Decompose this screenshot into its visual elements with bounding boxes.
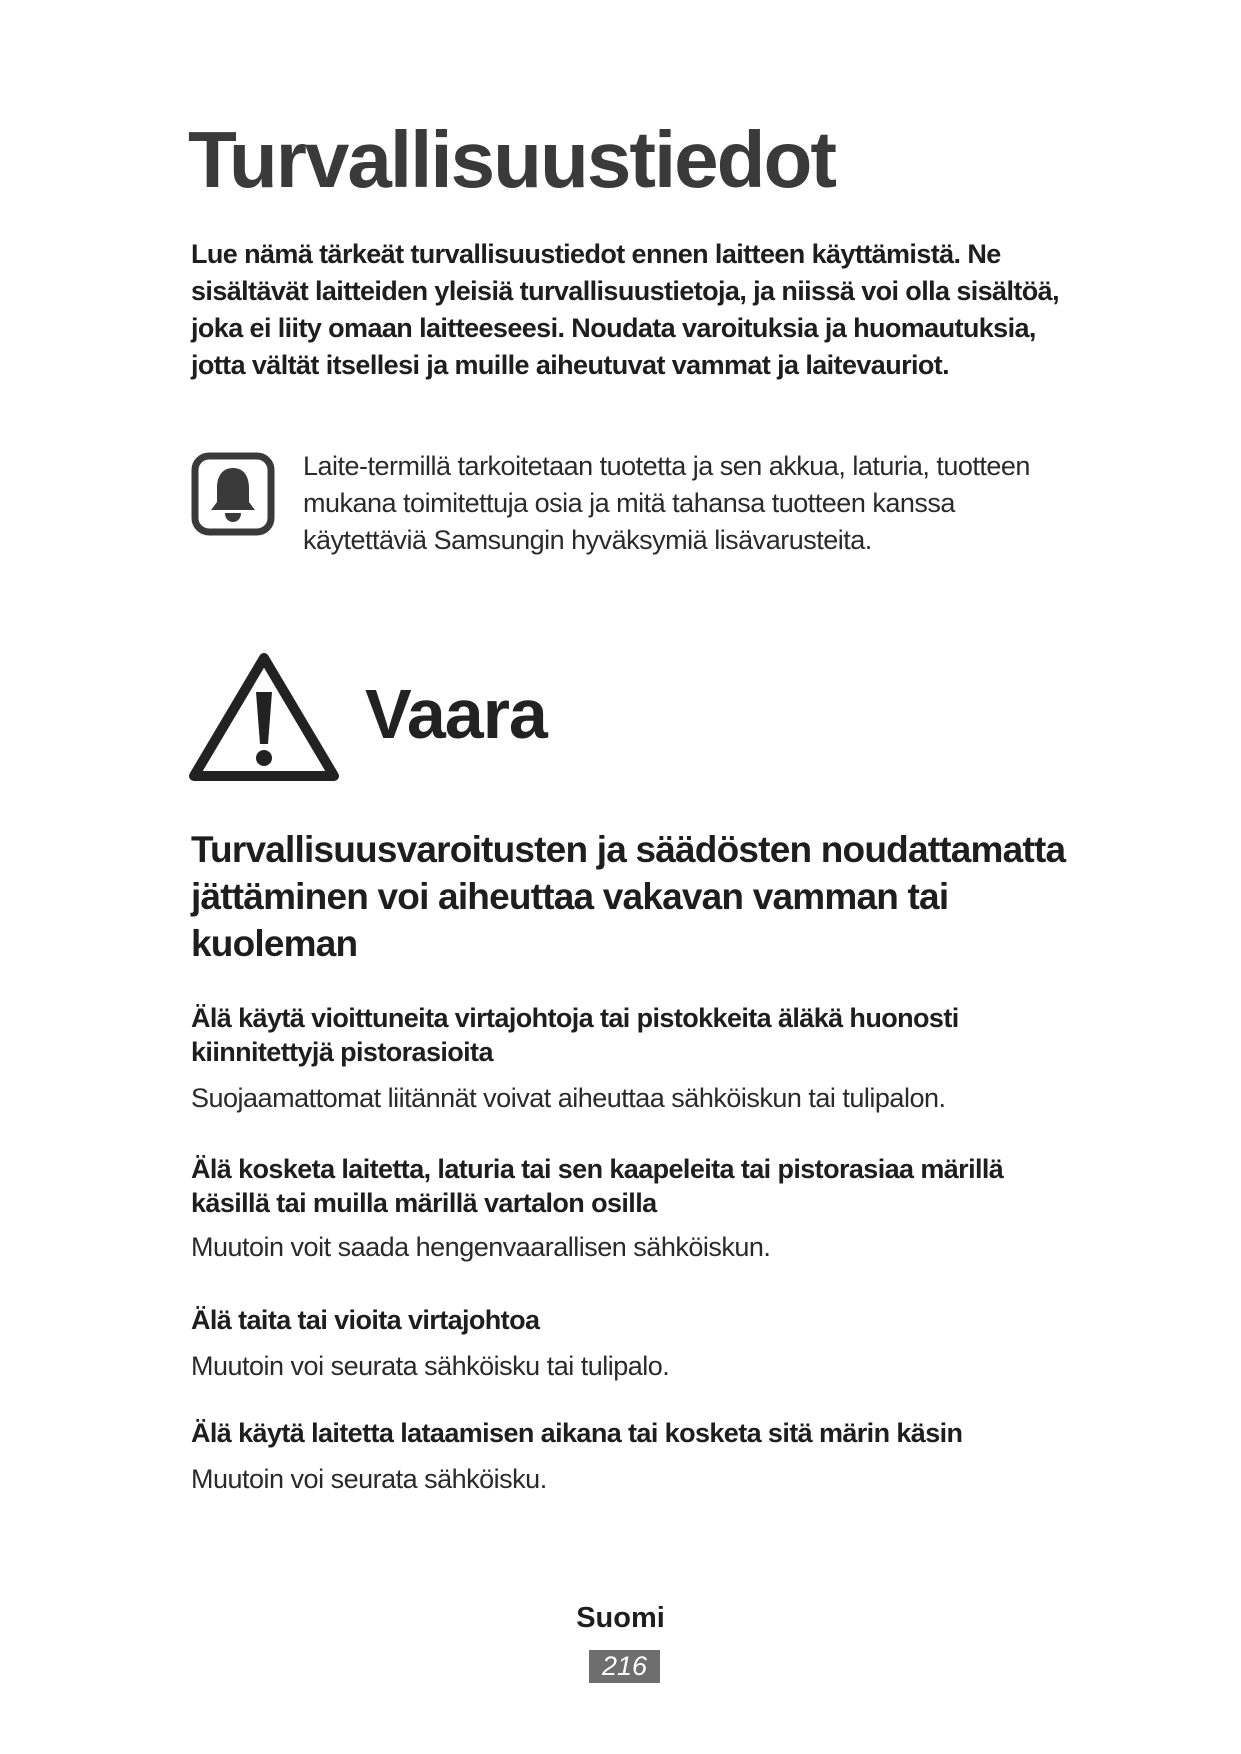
list-item <box>191 1001 1071 1115</box>
section-heading: Turvallisuusvaroitusten ja säädösten noudattamatta jättäminen voi aiheuttaa vakavan vamman tai kuoleman <box>191 829 1066 964</box>
list-item <box>191 1152 1071 1264</box>
page-number-badge: 216 <box>589 1650 660 1683</box>
note-block <box>191 448 1071 558</box>
item-body: Muutoin voit saada hengenvaarallisen sähköiskun. <box>191 1232 771 1262</box>
item-title: Älä kosketa laitetta, laturia tai sen kaapeleita tai pistorasiaa märillä käsillä tai muilla märillä vartalon osilla <box>191 1154 1004 1218</box>
warning-triangle-icon <box>188 650 340 784</box>
footer-language: Suomi <box>576 1602 665 1634</box>
item-body: Suojaamattomat liitännät voivat aiheuttaa sähköiskun tai tulipalon. <box>191 1083 946 1113</box>
item-title: Älä käytä vioittuneita virtajohtoja tai pistokkeita äläkä huonosti kiinnitettyjä pistorasioita <box>191 1003 959 1067</box>
item-title: Älä käytä laitetta lataamisen aikana tai kosketa sitä märin käsin <box>191 1418 963 1448</box>
list-item <box>191 1303 1071 1383</box>
list-item <box>191 1416 1071 1496</box>
item-title: Älä taita tai vioita virtajohtoa <box>191 1305 540 1335</box>
intro-paragraph: Lue nämä tärkeät turvallisuustiedot ennen laitteen käyttämistä. Ne sisältävät laitteiden yleisiä turvallisuustietoja, ja niissä voi olla sisältöä, joka ei liity omaan laitteeseesi. Noudata varoituksia ja huomautuksia, jotta vältät itsellesi ja muille aiheutuvat vammat ja laitevauriot. <box>191 239 1059 380</box>
warning-title: Vaara <box>365 675 547 753</box>
note-text: Laite-termillä tarkoitetaan tuotetta ja sen akkua, laturia, tuotteen mukana toimitettuja osia ja mitä tahansa tuotteen kanssa käytettäviä Samsungin hyväksymiä lisävarusteita. <box>303 451 1030 555</box>
page-title: Turvallisuustiedot <box>188 115 836 204</box>
item-body: Muutoin voi seurata sähköisku tai tulipalo. <box>191 1351 670 1381</box>
item-body: Muutoin voi seurata sähköisku. <box>191 1464 547 1494</box>
bell-notice-icon <box>191 452 275 536</box>
